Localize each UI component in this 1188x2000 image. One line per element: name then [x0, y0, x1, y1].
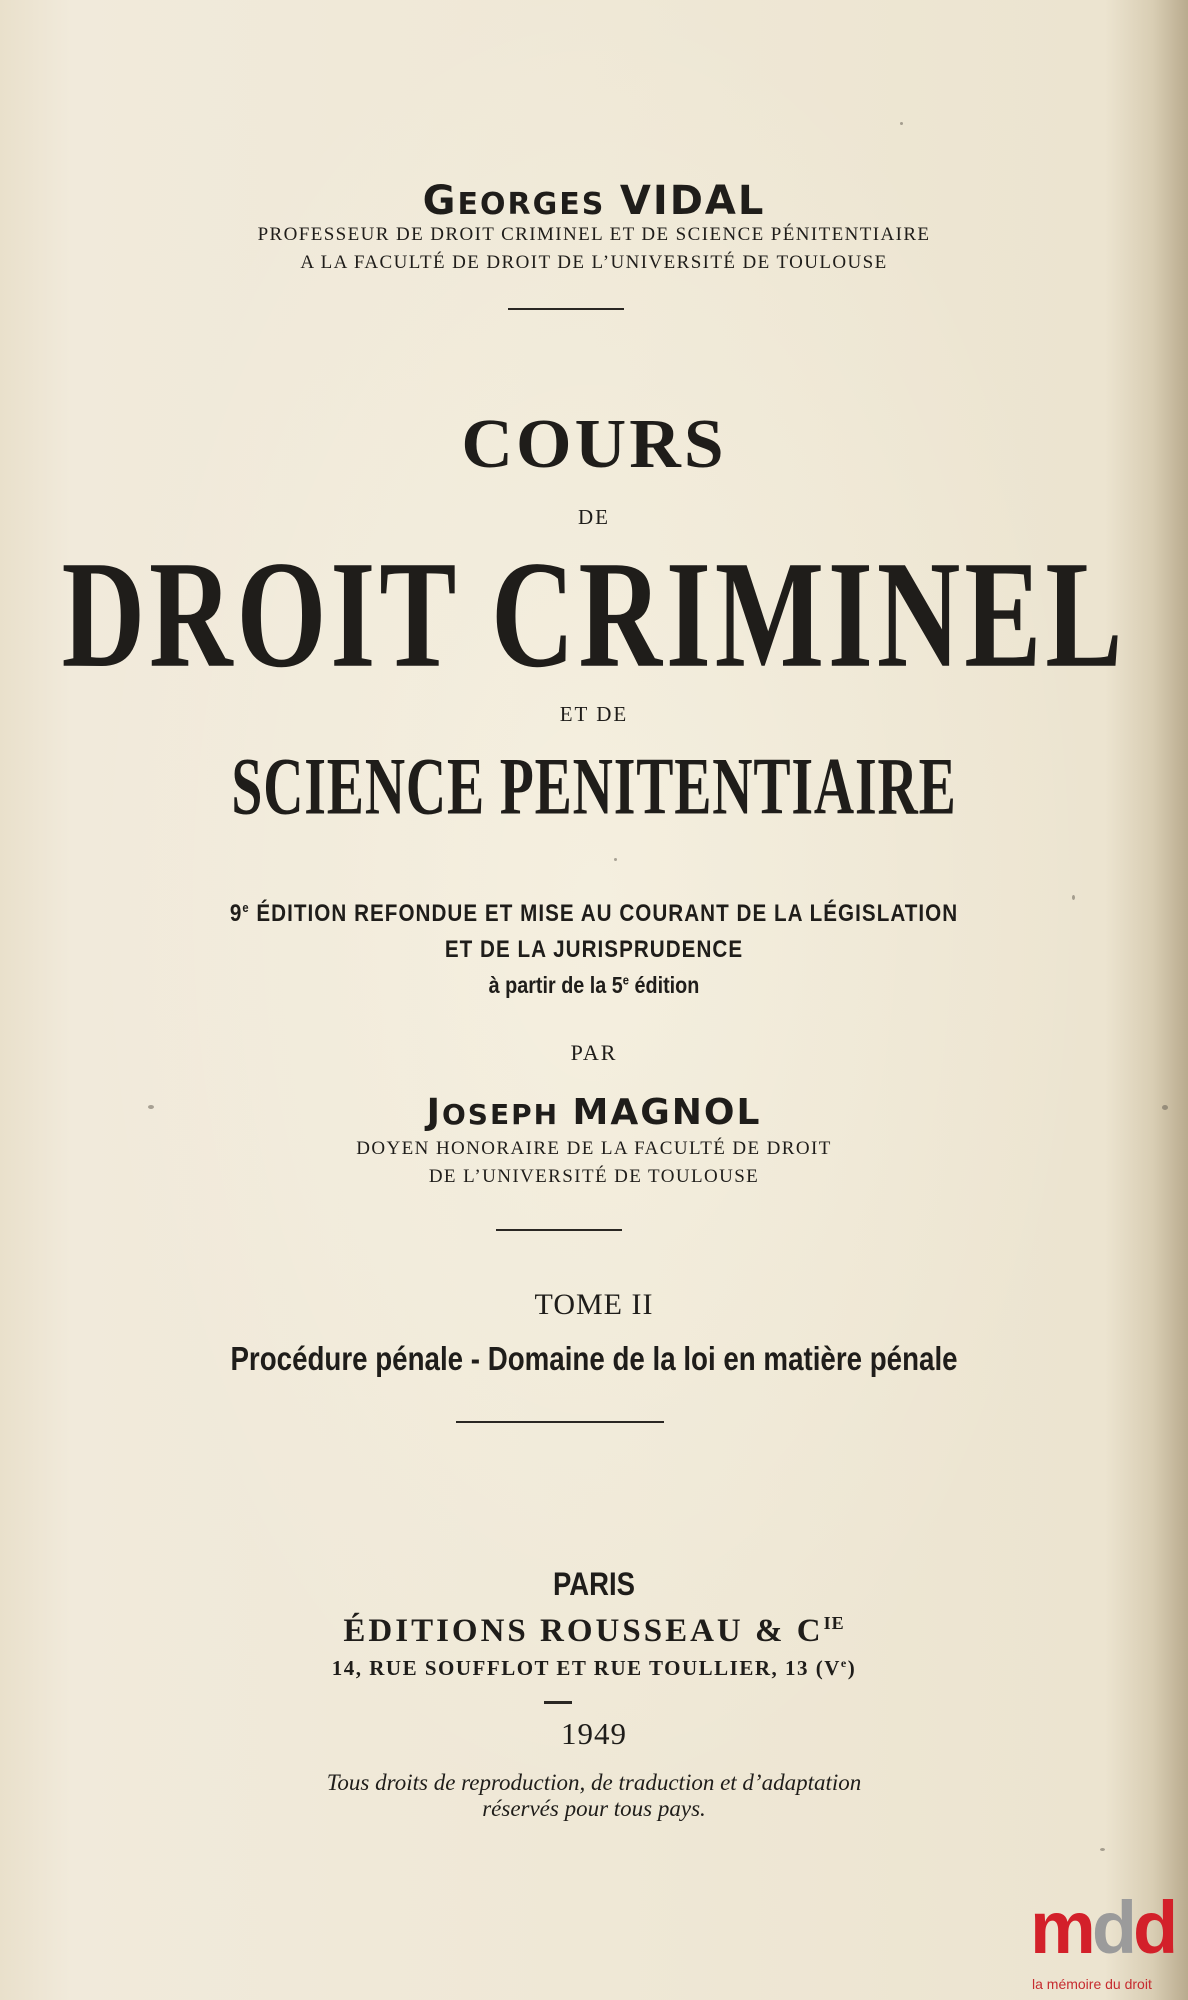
co-author-name — [0, 1092, 1188, 1133]
publication-year: 1949 — [561, 1716, 627, 1751]
publisher-city: PARIS — [552, 1566, 636, 1602]
publisher-address — [0, 1656, 1188, 1681]
title-cours: COURS — [461, 406, 727, 483]
edition-line-2: ET DE LA JURISPRUDENCE — [444, 936, 744, 963]
author-first-initial: G — [422, 178, 458, 224]
divider-rule — [508, 308, 624, 310]
publisher-name-text: ÉDITIONS ROUSSEAU & C — [343, 1613, 824, 1649]
publisher-address-sup: e — [840, 1656, 848, 1670]
author-name — [0, 178, 1188, 224]
rights-line-1: Tous droits de reproduction, de traduction et d’adaptation — [326, 1770, 862, 1795]
paper-speck — [1162, 1105, 1168, 1110]
author-title-line-1: PROFESSEUR DE DROIT CRIMINEL ET DE SCIENCE PÉNITENTIAIRE — [257, 224, 931, 245]
edition-line-3 — [83, 972, 1105, 999]
paper-speck — [148, 1105, 154, 1109]
co-author-title-line-1: DOYEN HONORAIRE DE LA FACULTÉ DE DROIT — [356, 1138, 832, 1159]
watermark-logo — [1018, 1888, 1188, 2000]
paper-speck — [1072, 895, 1075, 900]
co-author-first-initial: J — [426, 1092, 442, 1133]
paper-speck — [614, 858, 617, 861]
title-et-de: ET DE — [559, 702, 629, 726]
watermark-caption: la mémoire du droit — [1032, 1976, 1152, 1992]
divider-rule — [456, 1421, 664, 1423]
title-de: DE — [578, 505, 610, 529]
watermark-mark-d-red: d — [1133, 1886, 1175, 1969]
publisher-name-sup: IE — [823, 1613, 845, 1633]
watermark-mark — [1030, 1888, 1174, 1968]
title-droit-criminel: DROIT CRIMINEL — [61, 529, 1127, 700]
author-title-line-2: A LA FACULTÉ DE DROIT DE L’UNIVERSITÉ DE TOULOUSE — [300, 252, 888, 273]
author-last-name: VIDAL — [619, 178, 766, 224]
volume-subtitle: Procédure pénale - Domaine de la loi en matière pénale — [230, 1340, 958, 1377]
author-first-name-rest: EORGES — [457, 187, 606, 222]
co-author-first-name-rest: OSEPH — [441, 1098, 560, 1131]
edition-number-sup: e — [242, 900, 250, 915]
paper-speck — [1100, 1848, 1105, 1851]
rights-line-2: réservés pour tous pays. — [482, 1796, 706, 1821]
watermark-mark-d-grey: d — [1091, 1886, 1134, 1969]
edition-line-3-a: à partir de la 5 — [488, 972, 623, 998]
edition-line-1-text: ÉDITION REFONDUE ET MISE AU COURANT DE LA LÉGISLATION — [249, 900, 959, 927]
volume-label: TOME II — [534, 1288, 654, 1321]
publisher-name — [0, 1613, 1188, 1650]
edition-line-1 — [83, 900, 1105, 928]
co-author-title-line-2: DE L’UNIVERSITÉ DE TOULOUSE — [428, 1166, 760, 1187]
by-label: PAR — [570, 1040, 618, 1065]
edition-line-3-b: édition — [629, 972, 700, 998]
divider-rule — [496, 1229, 622, 1231]
co-author-last-name: MAGNOL — [572, 1092, 762, 1133]
edition-number: 9 — [229, 900, 243, 927]
edition-line-3-sup: e — [622, 972, 630, 988]
watermark-mark-m: m — [1030, 1886, 1092, 1969]
divider-rule — [544, 1701, 572, 1704]
paper-speck — [900, 122, 903, 125]
publisher-address-end: ) — [847, 1656, 857, 1680]
publisher-address-text: 14, RUE SOUFFLOT ET RUE TOULLIER, 13 (V — [331, 1656, 841, 1680]
title-science-penitentiaire: SCIENCE PENITENTIAIRE — [231, 740, 957, 832]
